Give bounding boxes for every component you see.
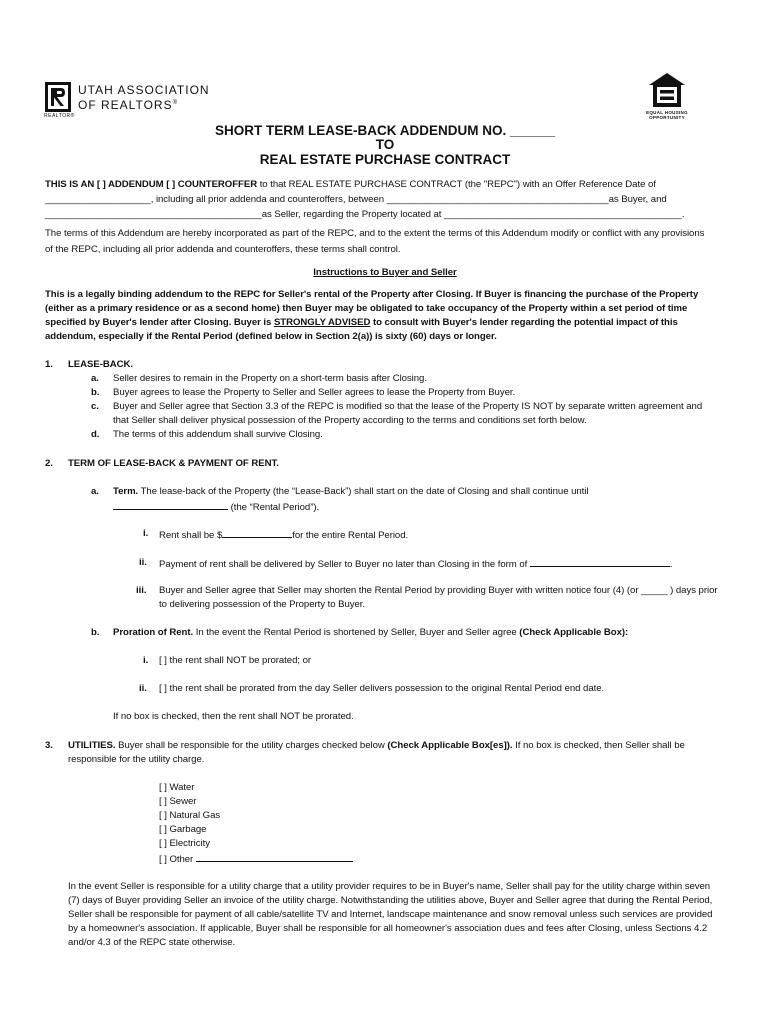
instructions-heading: Instructions to Buyer and Seller bbox=[313, 267, 457, 278]
section1-item-d-text: The terms of this addendum shall survive Closing. bbox=[113, 429, 323, 440]
section1-item-d-label: d. bbox=[91, 429, 100, 440]
org-name-line2: OF REALTORS® bbox=[78, 98, 178, 112]
section2-b-ii-text[interactable]: [ ] the rent shall be prorated from the day Seller delivers possession to the original Rental Period end date. bbox=[159, 683, 605, 694]
instructions-line3: specified by Buyer's lender after Closing. Buyer is STRONGLY ADVISED to consult with Buyer's lender regarding the potential impact of this bbox=[45, 317, 678, 328]
utility-sewer[interactable]: [ ] Sewer bbox=[159, 796, 197, 807]
utility-natural-gas[interactable]: [ ] Natural Gas bbox=[159, 810, 221, 821]
section2-i-label: i. bbox=[143, 528, 149, 539]
section2-ii-text: Payment of rent shall be delivered by Seller to Buyer no later than Closing in the form of . bbox=[159, 556, 673, 572]
section2-ii-label: ii. bbox=[139, 557, 147, 568]
section3-number: 3. bbox=[45, 740, 53, 751]
section2-iii-label: iii. bbox=[136, 585, 147, 596]
title-line1: SHORT TERM LEASE-BACK ADDENDUM NO. ______ bbox=[214, 123, 556, 138]
section2-a-label: a. bbox=[91, 486, 99, 497]
section3-para-line1: In the event Seller is responsible for a utility charge that a utility provider requires to be in Buyer's name, Seller shall pay for the utility charge within seven bbox=[68, 881, 711, 892]
utility-water[interactable]: [ ] Water bbox=[159, 782, 195, 793]
term-end-field[interactable] bbox=[113, 499, 228, 510]
section1-item-c-label: c. bbox=[91, 401, 99, 412]
instructions-line4: addendum, especially if the Rental Period (defined below in Section 2(a)) is sixty (60) days or longer. bbox=[45, 331, 497, 342]
section2-b-ii-label: ii. bbox=[139, 683, 147, 694]
title-line3: REAL ESTATE PURCHASE CONTRACT bbox=[259, 152, 511, 167]
section1-item-b-label: b. bbox=[91, 387, 100, 398]
section2-heading: TERM OF LEASE-BACK & PAYMENT OF RENT. bbox=[68, 458, 279, 469]
intro-line2: ____________________, including all prior addenda and counteroffers, between __________________________________________as Buyer, and bbox=[45, 194, 667, 205]
realtor-logo bbox=[45, 82, 71, 112]
section3-text: UTILITIES. Buyer shall be responsible for the utility charges checked below (Check Applicable Box[es]). If no box is checked, then Seller shall be bbox=[68, 740, 685, 751]
section2-a-line2: (the “Rental Period”). bbox=[113, 499, 319, 515]
payment-form-field[interactable] bbox=[530, 556, 670, 567]
intro-p2-line2: of the REPC, including all prior addenda and counteroffers, these terms shall control. bbox=[45, 244, 401, 255]
section1-item-b-text: Buyer agrees to lease the Property to Seller and Seller agrees to lease the Property from Buyer. bbox=[113, 387, 516, 398]
section3-para-line3: Seller shall be responsible for payment of all cable/satellite TV and Internet, landscape maintenance and snow removal unless such services are provided bbox=[68, 909, 713, 920]
section2-b-i-text[interactable]: [ ] the rent shall NOT be prorated; or bbox=[159, 655, 312, 666]
section2-b-text: Proration of Rent. In the event the Rental Period is shortened by Seller, Buyer and Seller agree (Check Applicable Box): bbox=[113, 627, 629, 638]
section1-item-a-label: a. bbox=[91, 373, 99, 384]
utility-other-field[interactable] bbox=[196, 851, 353, 862]
section2-b-label: b. bbox=[91, 627, 100, 638]
equal-housing-text: EQUAL HOUSING OPPORTUNITY bbox=[646, 110, 688, 120]
title-line2: TO bbox=[375, 137, 395, 152]
instructions-line2: (either as a primary residence or as a second home) then Buyer may be obligated to take occupancy of the Property within a set period of time bbox=[45, 303, 688, 314]
utility-garbage[interactable]: [ ] Garbage bbox=[159, 824, 207, 835]
org-name-line1: UTAH ASSOCIATION bbox=[78, 83, 210, 97]
section1-item-c-text: Buyer and Seller agree that Section 3.3 of the REPC is modified so that the lease of the Property IS NOT by separate written agreement and bbox=[113, 401, 703, 412]
section1-item-c-text-cont: that Seller shall deliver physical possession of the Property according to the terms and conditions set forth below. bbox=[113, 415, 587, 426]
section2-iii-text1: Buyer and Seller agree that Seller may shorten the Rental Period by providing Buyer with written notice four (4) (or _____ ) days prior bbox=[159, 585, 718, 596]
equal-housing-icon bbox=[648, 72, 686, 108]
section2-iii-text2: to delivering possession of the Property to Buyer. bbox=[159, 599, 366, 610]
intro-line3: _________________________________________as Seller, regarding the Property located at _____________________________________________. bbox=[45, 209, 685, 220]
section3-para-line2: (7) days of Buyer providing Seller an invoice of the utility charge. Notwithstanding the utilities above, Buyer and Seller agree that during the Rental Period, bbox=[68, 895, 713, 906]
section1-heading: LEASE-BACK. bbox=[68, 359, 134, 370]
section2-a-text: Term. The lease-back of the Property (the “Lease-Back”) shall start on the date of Closing and shall continue until bbox=[113, 486, 589, 497]
utility-electricity[interactable]: [ ] Electricity bbox=[159, 838, 210, 849]
section3-para-line4: by a homeowner's association. If applicable, Buyer shall be responsible for all homeowner's association dues and fees after Closing, unless Sections 4.2 bbox=[68, 923, 708, 934]
section1-item-a-text: Seller desires to remain in the Property on a short-term basis after Closing. bbox=[113, 373, 427, 384]
realtor-r-icon bbox=[45, 82, 71, 112]
instructions-line1: This is a legally binding addendum to the REPC for Seller's rental of the Property after Closing. If Buyer is financing the purchase of the Property bbox=[45, 289, 699, 300]
section2-number: 2. bbox=[45, 458, 53, 469]
rent-amount-field[interactable] bbox=[222, 527, 292, 538]
intro-p2-line1: The terms of this Addendum are hereby incorporated as part of the REPC, and to the extent the terms of this Addendum modify or conflict with any provisions bbox=[45, 228, 705, 239]
section2-no-box-text: If no box is checked, then the rent shall NOT be prorated. bbox=[113, 711, 354, 722]
utility-other[interactable]: [ ] Other bbox=[159, 851, 353, 867]
intro-line1: THIS IS AN [ ] ADDENDUM [ ] COUNTEROFFER to that REAL ESTATE PURCHASE CONTRACT (the "REPC") with an Offer Reference Date of bbox=[45, 179, 656, 190]
section2-b-i-label: i. bbox=[143, 655, 149, 666]
section3-para-line5: and/or 4.3 of the REPC state otherwise. bbox=[68, 937, 236, 948]
section1-number: 1. bbox=[45, 359, 53, 370]
section3-line2: responsible for the utility charge. bbox=[68, 754, 205, 765]
section2-i-text: Rent shall be $ for the entire Rental Period. bbox=[159, 527, 408, 543]
realtor-mark: REALTOR® bbox=[44, 113, 75, 119]
